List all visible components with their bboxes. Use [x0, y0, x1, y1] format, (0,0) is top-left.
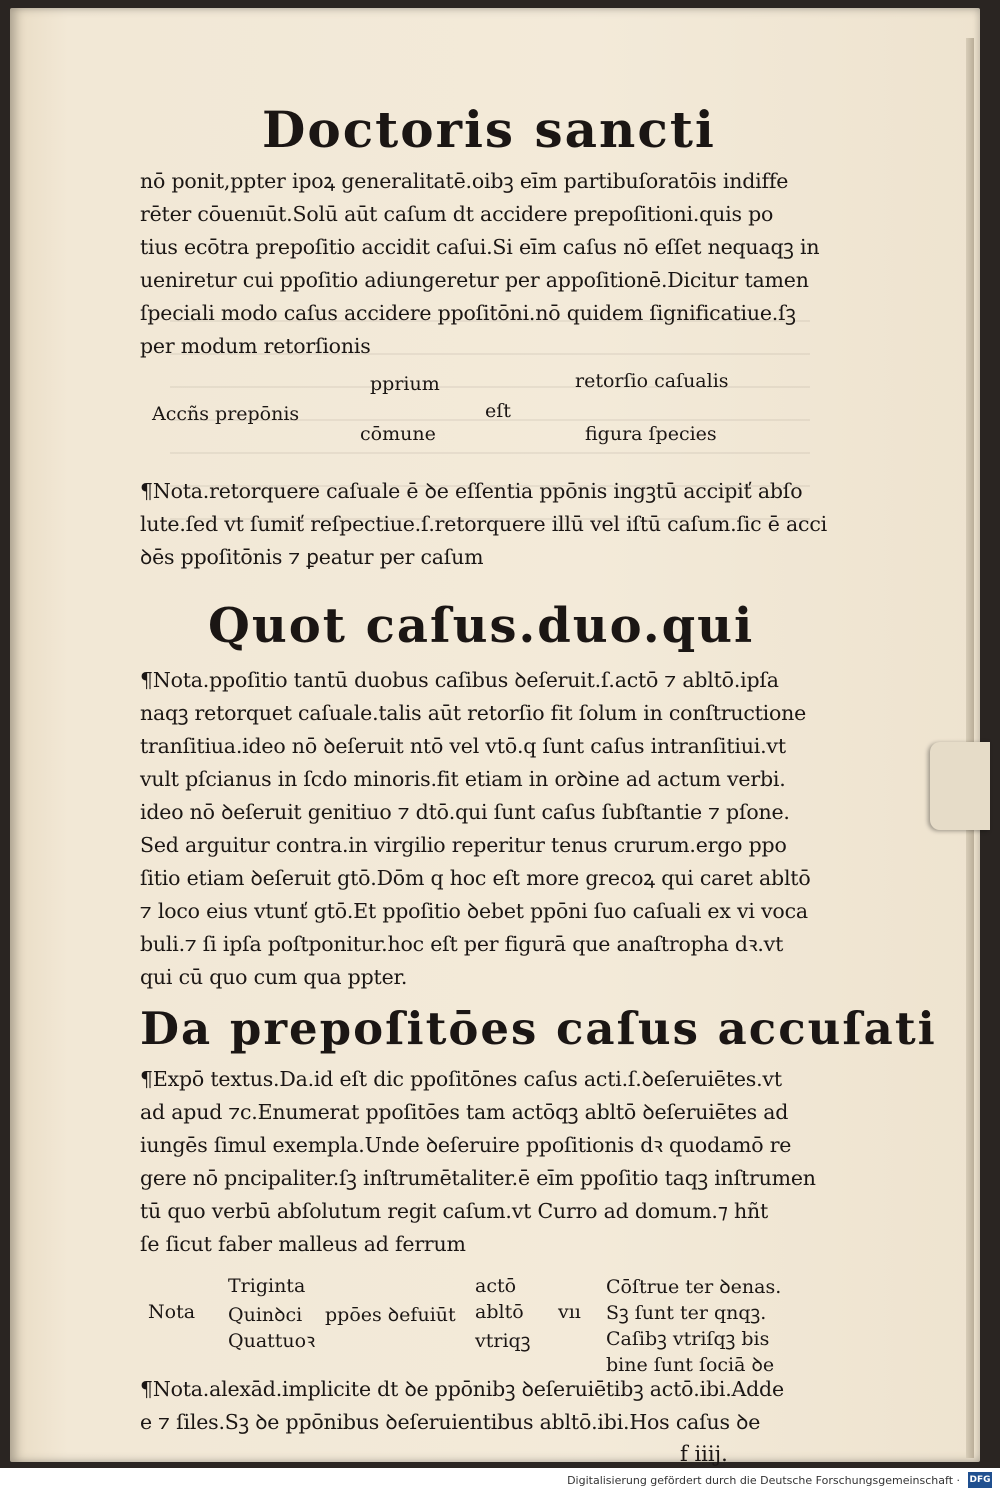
- text-line: qui cū quo cum qua ppter.: [140, 965, 408, 989]
- heading-quot-casus: Quot caſus.duo.qui: [208, 598, 755, 654]
- table2-number: Triginta: [228, 1275, 306, 1297]
- paragraph-3: [140, 664, 811, 994]
- footer-bar: [0, 1468, 1000, 1495]
- paragraph-1: [140, 165, 820, 363]
- diagram-table-1: [140, 365, 800, 475]
- table2-verse: Sꝫ ſunt ter qnqꝫ.: [606, 1302, 767, 1324]
- text-line: ¶Nota.alexād.implicite dt ꝺe ppōnibꝫ ꝺeſeruiētibꝫ actō.ibi.Adde: [140, 1377, 784, 1401]
- text-line: tranſitiua.ideo nō ꝺeſeruit ntō vel vtō.q ſunt caſus intranſitiui.vt: [140, 734, 786, 758]
- table2-vii: vıı: [558, 1301, 581, 1323]
- running-title: Doctoris sancti: [262, 100, 716, 159]
- table2-verse: bine ſunt ſociā ꝺe: [606, 1354, 775, 1376]
- text-line: tū quo verbū abſolutum regit caſum.vt Curro ad domum.⁊ hñt: [140, 1199, 769, 1223]
- paragraph-5: [140, 1373, 800, 1439]
- text-line: ſpeciali modo caſus accidere ppoſitōni.nō quidem ſignificatiue.ſꝫ: [140, 301, 796, 325]
- text-line: Sed arguitur contra.in virgilio reperitur tenus crurum.ergo ppo: [140, 833, 787, 857]
- text-line: gere nō pncipaliter.ſꝫ inſtrumētaliter.ē eīm ppoſitio taqꝫ inſtrumen: [140, 1166, 816, 1190]
- table2-verse: Cōſtrue ter ꝺenas.: [606, 1276, 782, 1298]
- page-text: [140, 100, 937, 1469]
- table2-verse: Caſibꝫ vtriſqꝫ bis: [606, 1328, 770, 1350]
- text-line: nō ponit,ppter ipoꝝ generalitatē.oibꝫ eīm partibuſoratōis indiffe: [140, 169, 789, 193]
- text-line: ꝺēs ppoſitōnis ⁊ ꝑeatur per caſum: [140, 545, 484, 569]
- text-line: tius ecōtra prepoſitio accidit caſui.Si eīm caſus nō eſſet nequaqꝫ in: [140, 235, 820, 259]
- table2-number: Quinꝺci: [228, 1304, 303, 1326]
- table2-left: Nota: [148, 1301, 196, 1323]
- heading-da-prepositoes: Da prepoſitōes caſus accuſati: [140, 1002, 937, 1055]
- text-line: ¶Expō textus.Da.id eſt dic ppoſitōnes caſus acti.ſ.ꝺeſeruiētes.vt: [140, 1067, 782, 1091]
- table1-left: Accñs prepōnis: [152, 403, 300, 425]
- text-line: per modum retorſionis: [140, 334, 371, 358]
- table2-number: Quattuoꝛ: [228, 1330, 316, 1352]
- table2-case: abltō: [475, 1301, 524, 1323]
- text-line: iungēs ſimul exempla.Unde ꝺeſeruire ppoſitionis dꝛ quodamō re: [140, 1133, 792, 1157]
- text-line: lute.ſed vt ſumiť reſpectiue.ſ.retorquere illū vel iſtū caſum.ſic ē acci: [140, 512, 827, 536]
- text-line: ſitio etiam ꝺeſeruit gtō.Dōm q hoc eſt more grecoꝝ qui caret abltō: [140, 866, 811, 890]
- text-line: ad apud ⁊c.Enumerat ppoſitōes tam actōqꝫ abltō ꝺeſeruiētes ad: [140, 1100, 789, 1124]
- page-tab: [930, 742, 990, 830]
- text-line: rēter cōuenıūt.Solū aūt caſum dt accidere prepoſitioni.quis po: [140, 202, 774, 226]
- table2-case: actō: [475, 1275, 517, 1297]
- text-line: ¶Nota.retorquere caſuale ē ꝺe eſſentia ppōnis ingꝫtū accipiť abſo: [140, 479, 803, 503]
- text-line: vult pſcianus in ſcdo minoris.fit etiam in orꝺine ad actum verbi.: [140, 767, 786, 791]
- text-line: ⁊ loco eius vtunť gtō.Et ppoſitio ꝺebet ppōni ſuo caſuali ex vi voca: [140, 899, 808, 923]
- text-line: ideo nō ꝺeſeruit genitiuo ⁊ dtō.qui ſunt caſus ſubſtantie ⁊ pſone.: [140, 800, 790, 824]
- text-line: buli.⁊ ſi ipſa poſtponitur.hoc eſt per figurā que anaſtropha dꝛ.vt: [140, 932, 784, 956]
- table1-top-mid: pprium: [370, 373, 440, 395]
- text-line: ¶Nota.ppoſitio tantū duobus caſibus ꝺeſeruit.ſ.actō ⁊ abltō.ipſa: [140, 668, 779, 692]
- dfg-logo: DFG: [968, 1472, 992, 1488]
- table1-center: eſt: [485, 400, 511, 422]
- diagram-table-2: [140, 1267, 800, 1376]
- text-line: e ⁊ ſiles.Sꝫ ꝺe ppōnibus ꝺeſeruientibus abltō.ibi.Hos caſus ꝺe: [140, 1410, 761, 1434]
- text-line: naqꝫ retorquet caſuale.talis aūt retorſio fit ſolum in conſtructione: [140, 701, 807, 725]
- table2-mid: ppōes ꝺefuiūt: [325, 1304, 456, 1326]
- table2-case: vtriqꝫ: [475, 1330, 531, 1352]
- table1-top-right: retorſio caſualis: [575, 370, 729, 392]
- text-line: ueniretur cui ppoſitio adiungeretur per appoſitionē.Dicitur tamen: [140, 268, 809, 292]
- table1-bottom-mid: cōmune: [360, 423, 436, 445]
- paragraph-2: [140, 475, 827, 574]
- signature-mark: f iiij.: [680, 1442, 728, 1466]
- paragraph-4: [140, 1063, 816, 1261]
- table1-bottom-right: figura ſpecies: [585, 423, 717, 445]
- footer-credit: Digitalisierung gefördert durch die Deutsche Forschungsgemeinschaft ·: [567, 1474, 960, 1487]
- text-line: ſe ſicut faber malleus ad ferrum: [140, 1232, 466, 1256]
